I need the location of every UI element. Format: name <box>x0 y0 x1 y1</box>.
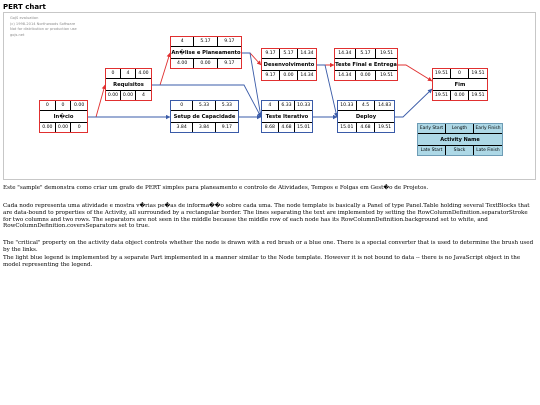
activity-node-deploy[interactable] <box>337 100 395 133</box>
slack: 0.00 <box>56 123 72 132</box>
early-start: 0 <box>40 101 56 111</box>
description-paragraph-1: Este "sample" demonstra como criar um grafo de PERT simples para planeamento e controlo de Atividades, Tempos e Folgas em Gest�o de Projetos. <box>3 185 429 191</box>
late-finish: 9.17 <box>221 125 232 130</box>
activity-node-setup-capacidade[interactable] <box>170 100 239 133</box>
legend-late-start: Late Start <box>418 146 446 155</box>
description-paragraph-3: The "critical" property on the activity data object controls whether the node is drawn with a red brush or a blue one. There is a special converter that is used to determine the brush used by the links. <box>3 240 534 253</box>
late-finish: 14.34 <box>300 73 314 78</box>
early-start: 0 <box>106 69 121 79</box>
link-inicio-requisitos <box>88 85 105 117</box>
slack: 0.00 <box>280 71 298 80</box>
length: 0 <box>451 69 469 79</box>
early-finish: 19.51 <box>376 49 397 59</box>
length: 5.17 <box>194 37 217 47</box>
activity-name: Teste Final e Entrega <box>335 59 397 71</box>
late-start: 8.68 <box>262 123 279 132</box>
legend-length: Length <box>446 124 474 134</box>
activity-name: Requisitos <box>106 79 151 91</box>
length: 5.17 <box>280 49 298 59</box>
early-start: 14.34 <box>335 49 356 59</box>
late-start: 0.00 <box>40 123 56 132</box>
slack: 4.68 <box>279 123 296 132</box>
description-paragraph-2: Cada nodo representa uma atividade e mostra v�rias pe�as de informa��o sobre cada uma. The node template is basically a Panel of type Panel.Table holding several TextBlocks that are data-bound to properties of the Activity, all surrounded by a rectangular border. The lines separating the text are implemented by setting the RowColumnDefinition.separatorStroke for two columns and two rows. The separators are not seen in the middle because the middle row of each node has its RowColumnDefinition.background set to white, and RowColumnDefinition.coversSeparators set to true. <box>3 203 530 230</box>
late-start: 15.01 <box>338 123 357 132</box>
activity-name: Deploy <box>338 111 394 123</box>
late-start: 4.00 <box>171 59 194 68</box>
late-start: 3.84 <box>171 123 193 132</box>
watermark-line: Not for distribution or production use <box>10 27 77 31</box>
early-start: 0 <box>171 101 193 111</box>
link-final-fim <box>398 65 432 81</box>
link-deploy-fim <box>395 89 432 117</box>
late-finish: 19.51 <box>380 73 394 78</box>
activity-name: Desenvolvimento <box>262 59 316 71</box>
late-finish: 0 <box>77 125 81 130</box>
legend-early-start: Early Start <box>418 124 446 134</box>
legend-slack: Slack <box>446 146 474 155</box>
late-start: 9.17 <box>262 71 280 80</box>
activity-node-inicio[interactable] <box>39 100 88 133</box>
length: 4 <box>121 69 136 79</box>
activity-name: Teste Iterativo <box>262 111 312 123</box>
slack: 0.00 <box>451 91 469 100</box>
legend-late-finish: Late Finish <box>476 148 500 153</box>
slack: 0.00 <box>121 91 136 100</box>
early-finish: 4.00 <box>136 69 151 79</box>
watermark-line: gojs.net <box>10 32 25 37</box>
slack: 4.68 <box>357 123 376 132</box>
late-finish: 4 <box>142 93 145 98</box>
length: 5.17 <box>356 49 377 59</box>
watermark-line: GoJS evaluation <box>10 16 39 20</box>
watermark-line: (c) 1998-2014 Northwoods Software <box>10 21 76 26</box>
activity-node-teste-iterativo[interactable] <box>261 100 313 133</box>
page-title: PERT chart <box>3 3 46 11</box>
activity-node-fim[interactable] <box>432 68 488 101</box>
late-finish: 9.17 <box>224 61 235 66</box>
early-start: 9.17 <box>262 49 280 59</box>
activity-node-teste-final-entrega[interactable] <box>334 48 398 81</box>
description-paragraph-4: The light blue legend is implemented by a separate Part implemented in a manner similar to the Node template. However it is not bound to data -- there is no JavaScript object in the model representing the legend. <box>3 255 521 268</box>
early-finish: 14.34 <box>298 49 316 59</box>
early-start: 4 <box>262 101 279 111</box>
early-finish: 19.51 <box>469 69 487 79</box>
activity-node-analise-planeamento[interactable] <box>170 36 242 69</box>
early-finish: 5.33 <box>216 101 238 111</box>
link-analise-teste-iterativo <box>242 53 261 117</box>
slack: 3.84 <box>193 123 215 132</box>
length: 6.33 <box>279 101 296 111</box>
activity-node-requisitos[interactable] <box>105 68 152 101</box>
early-finish: 0.00 <box>71 101 87 111</box>
late-finish: 19.51 <box>471 93 485 98</box>
activity-name: Setup de Capacidade <box>171 111 238 123</box>
legend-activity-name: Activity Name <box>418 134 502 146</box>
slack: 0.00 <box>194 59 217 68</box>
early-start: 19.51 <box>433 69 451 79</box>
late-finish: 15.01 <box>297 125 311 130</box>
activity-name: An�lise e Planeamento <box>171 47 241 59</box>
early-start: 10.33 <box>338 101 357 111</box>
length: 5.33 <box>193 101 215 111</box>
early-finish: 14.83 <box>375 101 394 111</box>
activity-name: Fim <box>433 79 487 91</box>
length: 4.5 <box>357 101 376 111</box>
pert-legend[interactable] <box>417 123 503 156</box>
activity-node-desenvolvimento[interactable] <box>261 48 317 81</box>
pert-diagram-canvas[interactable] <box>3 12 536 180</box>
late-start: 0.00 <box>106 91 121 100</box>
early-start: 4 <box>171 37 194 47</box>
length: 0 <box>56 101 72 111</box>
late-start: 19.51 <box>433 91 451 100</box>
legend-early-finish: Early Finish <box>474 124 502 134</box>
late-start: 14.34 <box>335 71 356 80</box>
early-finish: 9.17 <box>218 37 241 47</box>
activity-name: In�cio <box>40 111 87 123</box>
late-finish: 19.51 <box>378 125 392 130</box>
early-finish: 10.33 <box>295 101 312 111</box>
link-requisitos-analise <box>152 53 170 85</box>
slack: 0.00 <box>356 71 377 80</box>
